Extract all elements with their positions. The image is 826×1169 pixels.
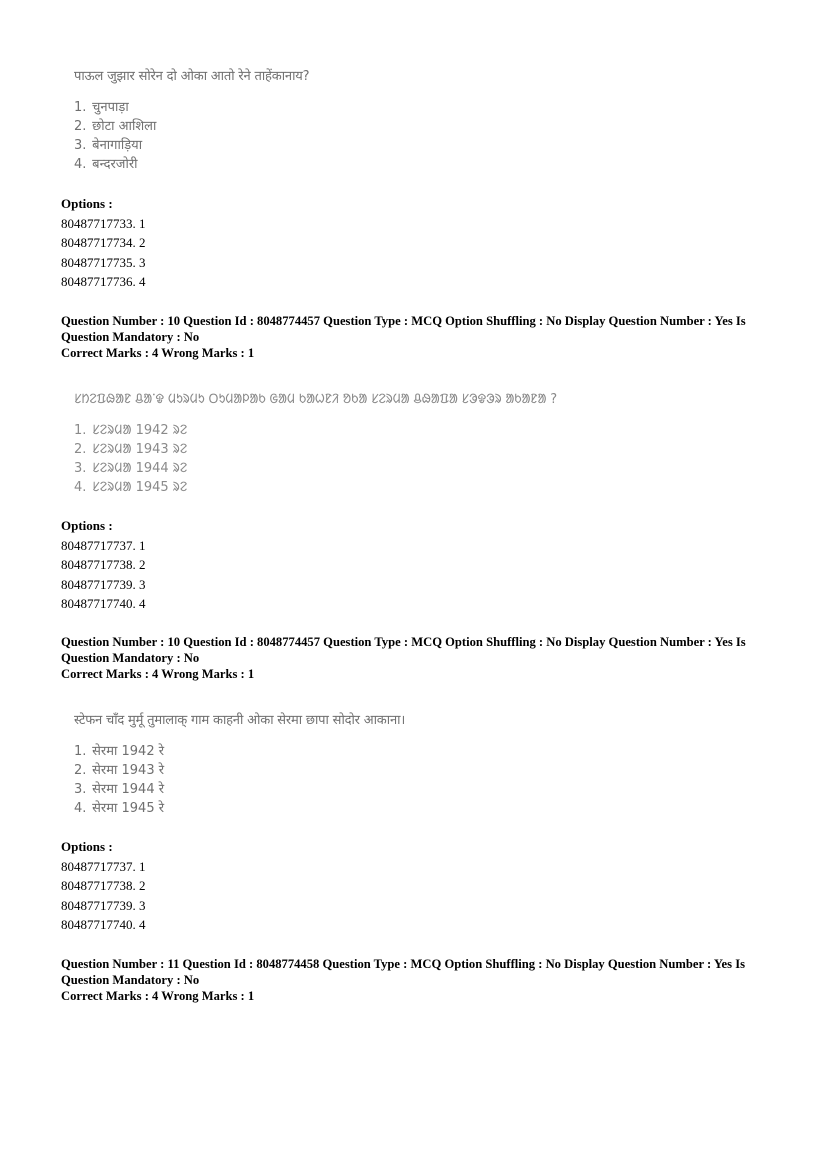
- options-label: Options :: [61, 196, 113, 211]
- question-choice: 2. छोटा आशिला: [74, 119, 157, 134]
- option-id: 80487717739. 3: [61, 897, 146, 913]
- question-text: पाऊल जुझार सोरेन दो ओका आतो रेने ताहेंकानाय?: [74, 69, 310, 84]
- question-choice: 1. चुनपाड़ा: [74, 100, 129, 115]
- question-image: [74, 389, 557, 497]
- question-marks: Correct Marks : 4 Wrong Marks : 1: [61, 989, 255, 1003]
- question-meta-line: Question Number : 11 Question Id : 8048774458 Question Type : MCQ Option Shuffling : No Display Question Number : Yes Is: [61, 957, 745, 971]
- question-meta: [61, 313, 761, 361]
- question-choice: 2. सेरमा 1943 रे: [74, 763, 165, 778]
- question-meta: [61, 634, 761, 682]
- question-mandatory: Question Mandatory : No: [61, 651, 200, 665]
- question-choice: 2. ᱥᱮᱨᱢᱟ 1943 ᱨᱮ: [74, 442, 188, 457]
- question-meta: [61, 956, 761, 1004]
- option-id: 80487717736. 4: [61, 273, 146, 289]
- options-label: Options :: [61, 839, 113, 854]
- question-choice: 4. बन्दरजोरी: [74, 157, 138, 172]
- question-image: [74, 710, 405, 818]
- options-section: [61, 518, 146, 613]
- question-meta-line: Question Number : 10 Question Id : 8048774457 Question Type : MCQ Option Shuffling : No Display Question Number : Yes Is: [61, 635, 746, 649]
- question-choice: 3. सेरमा 1944 रे: [74, 782, 165, 797]
- question-mandatory: Question Mandatory : No: [61, 973, 200, 987]
- question-mandatory: Question Mandatory : No: [61, 330, 200, 344]
- option-id: 80487717740. 4: [61, 595, 146, 611]
- question-meta-line: Question Number : 10 Question Id : 8048774457 Question Type : MCQ Option Shuffling : No Display Question Number : Yes Is: [61, 314, 746, 328]
- question-choice: 4. सेरमा 1945 रे: [74, 801, 165, 816]
- option-id: 80487717738. 2: [61, 878, 146, 894]
- question-choice-list: [74, 742, 405, 818]
- question-choice: 1. ᱥᱮᱨᱢᱟ 1942 ᱨᱮ: [74, 423, 188, 438]
- option-id: 80487717735. 3: [61, 254, 146, 270]
- option-id: 80487717733. 1: [61, 216, 146, 231]
- option-id: 80487717737. 1: [61, 538, 146, 553]
- question-text: ᱥᱴᱮᱯᱷᱟᱱ ᱪᱟᱸᱫ ᱢᱩᱨᱢᱩ ᱛᱩᱢᱟᱞᱟᱠ ᱜᱟᱢ ᱠᱟᱦᱱᱤ ᱚᱠᱟ ᱥᱮᱨᱢᱟ ᱪᱷᱟᱯᱟ ᱥᱳᱫᱳᱨ ᱟᱠᱟᱱᱟ ?: [74, 392, 557, 407]
- options-label: Options :: [61, 518, 113, 533]
- option-id: 80487717738. 2: [61, 557, 146, 573]
- option-id: 80487717739. 3: [61, 576, 146, 592]
- option-id: 80487717737. 1: [61, 859, 146, 874]
- question-choice: 3. ᱥᱮᱨᱢᱟ 1944 ᱨᱮ: [74, 461, 188, 476]
- question-choice: 1. सेरमा 1942 रे: [74, 744, 165, 759]
- option-id: 80487717740. 4: [61, 916, 146, 932]
- question-text: स्टेफन चाँद मुर्मू तुमालाक् गाम काहनी ओका सेरमा छापा सोदोर आकाना।: [74, 713, 406, 728]
- question-image: [74, 66, 309, 174]
- option-id: 80487717734. 2: [61, 235, 146, 251]
- question-marks: Correct Marks : 4 Wrong Marks : 1: [61, 667, 255, 681]
- question-marks: Correct Marks : 4 Wrong Marks : 1: [61, 346, 255, 360]
- question-choice-list: [74, 98, 309, 174]
- options-section: [61, 839, 146, 934]
- question-choice: 3. बेनागाड़िया: [74, 138, 143, 153]
- question-choice: 4. ᱥᱮᱨᱢᱟ 1945 ᱨᱮ: [74, 480, 188, 495]
- question-choice-list: [74, 421, 557, 497]
- options-section: [61, 196, 146, 291]
